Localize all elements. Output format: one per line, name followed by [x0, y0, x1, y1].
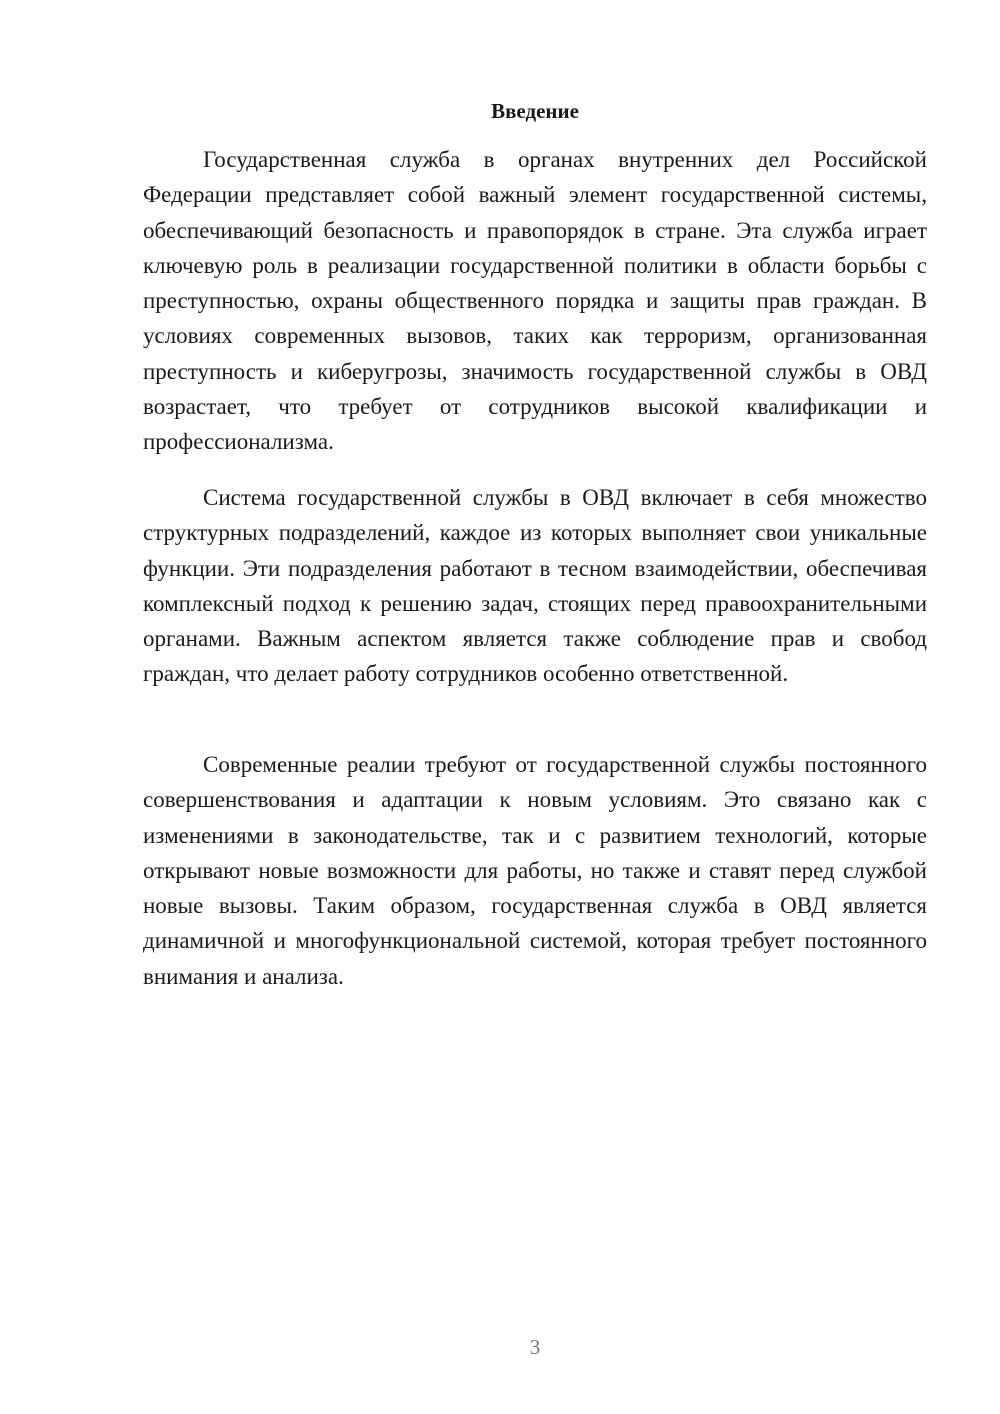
paragraph-3: Современные реалии требуют от государственной службы постоянного совершенствования и адаптации к новым условиям. Это связано как с изменениями в законодательстве, так и с развитием технологий, которые открывают новые возможности для работы, но также и ставят перед службой новые вызовы. Таким образом, государственная служба в ОВД является динамичной и многофункциональной системой, которая требует постоянного внимания и анализа. [143, 752, 927, 989]
page-number: 3 [529, 1335, 541, 1359]
section-heading: Введение [491, 99, 579, 123]
paragraph-2: Система государственной службы в ОВД включает в себя множество структурных подразделений, каждое из которых выполняет свои уникальные функции. Эти подразделения работают в тесном взаимодействии, обеспечивая комплексный подход к решению задач, стоящих перед правоохранительными органами. Важным аспектом является также соблюдение прав и свобод граждан, что делает работу сотрудников особенно ответственной. [143, 485, 927, 687]
paragraph-1: Государственная служба в органах внутренних дел Российской Федерации представляет собой важный элемент государственной системы, обеспечивающий безопасность и правопорядок в стране. Эта служба играет ключевую роль в реализации государственной политики в области борьбы с преступностью, охраны общественного порядка и защиты прав граждан. В условиях современных вызовов, таких как терроризм, организованная преступность и киберугрозы, значимость государственной службы в ОВД возрастает, что требует от сотрудников высокой квалификации и профессионализма. [143, 147, 927, 455]
